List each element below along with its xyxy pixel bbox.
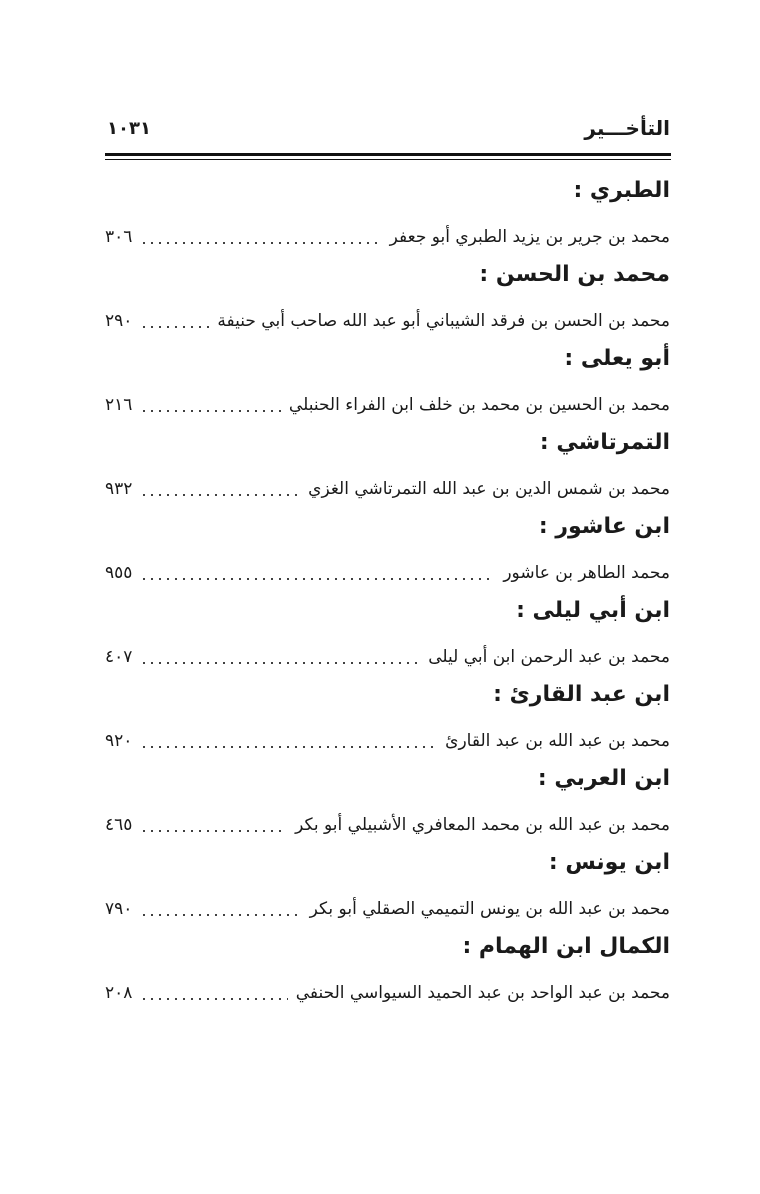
- entry-line: [105, 222, 670, 252]
- entry-page-number: ٢٩٠: [105, 311, 133, 331]
- index-entry: [105, 928, 670, 1012]
- entry-heading: ابن عبد القارئ :: [493, 682, 670, 707]
- entry-heading: أبو يعلى :: [564, 346, 670, 371]
- entry-name: محمد بن عبد الله بن يونس التميمي الصقلي أبو بكر: [309, 899, 670, 919]
- entry-line: [105, 642, 670, 672]
- entry-name: محمد الطاهر بن عاشور: [503, 563, 670, 583]
- entry-page-number: ٢٠٨: [105, 983, 133, 1003]
- entry-line: [105, 474, 670, 504]
- dot-leader: [140, 326, 209, 328]
- entry-heading: الكمال ابن الهمام :: [462, 934, 670, 959]
- entry-heading: ابن يونس :: [548, 850, 670, 875]
- header-rule-thin: [105, 159, 671, 160]
- entry-heading: الطبري :: [573, 178, 670, 203]
- entry-name: محمد بن جرير بن يزيد الطبري أبو جعفر: [389, 227, 670, 247]
- entry-name: محمد بن الحسن بن فرقد الشيباني أبو عبد الله صاحب أبي حنيفة: [217, 311, 670, 331]
- dot-leader: [140, 662, 420, 664]
- index-entry: [105, 760, 670, 844]
- entry-page-number: ٤٦٥: [105, 815, 133, 835]
- entry-page-number: ٩٥٥: [105, 563, 133, 583]
- entry-heading: التمرتاشي :: [539, 430, 670, 455]
- dot-leader: [140, 998, 287, 1000]
- entry-name: محمد بن عبد الله بن محمد المعافري الأشبيلي أبو بكر: [295, 815, 670, 835]
- entry-line: [105, 726, 670, 756]
- entry-page-number: ٧٩٠: [105, 899, 133, 919]
- entry-name: محمد بن الحسين بن محمد بن خلف ابن الفراء الحنبلي: [288, 395, 670, 415]
- dot-leader: [140, 242, 381, 244]
- entry-page-number: ٢١٦: [105, 395, 133, 415]
- entry-heading: ابن أبي ليلى :: [516, 598, 670, 623]
- index-entry: [105, 592, 670, 676]
- entry-heading: محمد بن الحسن :: [479, 262, 670, 287]
- index-entry: [105, 172, 670, 256]
- running-title: التأخـــير: [584, 116, 670, 140]
- index-entry: [105, 424, 670, 508]
- index-entry: [105, 844, 670, 928]
- dot-leader: [140, 410, 281, 412]
- entry-page-number: ٩٢٠: [105, 731, 133, 751]
- dot-leader: [140, 914, 301, 916]
- header-rule-thick: [105, 153, 671, 156]
- entry-line: [105, 894, 670, 924]
- entry-heading: ابن عاشور :: [538, 514, 670, 539]
- entry-page-number: ٣٠٦: [105, 227, 133, 247]
- entry-name: محمد بن عبد الله بن عبد القارئ: [445, 731, 670, 751]
- entry-name: محمد بن عبد الواحد بن عبد الحميد السيواسي الحنفي: [295, 983, 670, 1003]
- entry-page-number: ٩٣٢: [105, 479, 133, 499]
- index-entry: [105, 340, 670, 424]
- index-entry: [105, 508, 670, 592]
- page-number: ١٠٣١: [107, 118, 151, 139]
- page-header: [105, 112, 670, 148]
- entry-line: [105, 390, 670, 420]
- index-entries: [105, 172, 670, 1012]
- entry-line: [105, 810, 670, 840]
- dot-leader: [140, 494, 300, 496]
- entry-name: محمد بن شمس الدين بن عبد الله التمرتاشي الغزي: [308, 479, 670, 499]
- dot-leader: [140, 830, 287, 832]
- entry-line: [105, 558, 670, 588]
- dot-leader: [140, 578, 495, 580]
- entry-line: [105, 978, 670, 1008]
- dot-leader: [140, 746, 437, 748]
- entry-heading: ابن العربي :: [537, 766, 670, 791]
- index-entry: [105, 256, 670, 340]
- entry-line: [105, 306, 670, 336]
- index-entry: [105, 676, 670, 760]
- entry-name: محمد بن عبد الرحمن ابن أبي ليلى: [428, 647, 670, 667]
- entry-page-number: ٤٠٧: [105, 647, 133, 667]
